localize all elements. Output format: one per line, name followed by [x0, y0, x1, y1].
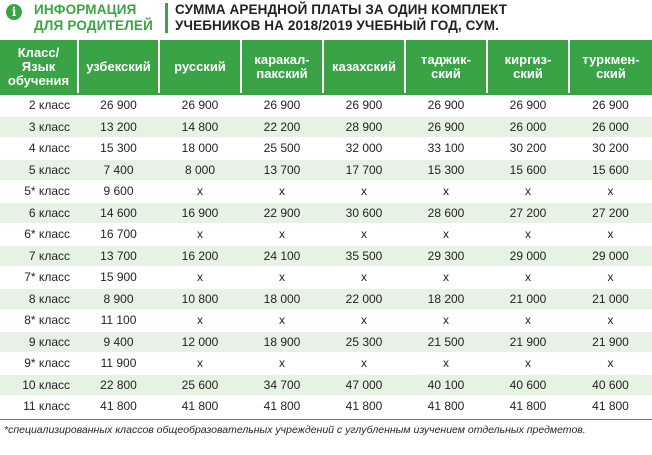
- price-cell: 35 500: [323, 245, 405, 267]
- price-cell: x: [569, 267, 652, 289]
- price-cell: 18 900: [241, 331, 323, 353]
- price-cell: x: [323, 224, 405, 246]
- table-row: [0, 374, 652, 396]
- price-cell: x: [159, 267, 241, 289]
- price-cell: 30 200: [487, 138, 569, 160]
- section-brand: [34, 2, 153, 34]
- grade-cell: 9* класс: [0, 353, 78, 375]
- price-cell: 11 100: [78, 310, 159, 332]
- price-cell: x: [159, 310, 241, 332]
- col-header-karakalpak: каракал- пакский: [241, 40, 323, 95]
- price-cell: x: [241, 353, 323, 375]
- title-line-1: СУММА АРЕНДНОЙ ПЛАТЫ ЗА ОДИН КОМПЛЕКТ: [175, 2, 508, 17]
- price-cell: 24 100: [241, 245, 323, 267]
- price-cell: x: [569, 224, 652, 246]
- price-cell: 7 400: [78, 159, 159, 181]
- price-cell: x: [569, 181, 652, 203]
- price-cell: 8 000: [159, 159, 241, 181]
- table-row: [0, 202, 652, 224]
- price-cell: 9 600: [78, 181, 159, 203]
- price-cell: x: [323, 181, 405, 203]
- price-cell: x: [487, 181, 569, 203]
- price-cell: 14 600: [78, 202, 159, 224]
- price-cell: 26 000: [569, 116, 652, 138]
- grade-cell: 6* класс: [0, 224, 78, 246]
- grade-cell: 2 класс: [0, 95, 78, 117]
- price-cell: 15 900: [78, 267, 159, 289]
- table-header-row: [0, 40, 652, 95]
- price-cell: x: [323, 353, 405, 375]
- price-cell: 14 800: [159, 116, 241, 138]
- header-divider: [165, 3, 168, 33]
- price-cell: 26 900: [569, 95, 652, 117]
- price-cell: 30 600: [323, 202, 405, 224]
- table-row: [0, 310, 652, 332]
- brand-line-1: ИНФОРМАЦИЯ: [34, 2, 137, 17]
- price-cell: 11 900: [78, 353, 159, 375]
- table-row: [0, 288, 652, 310]
- price-cell: 47 000: [323, 374, 405, 396]
- price-cell: 40 100: [405, 374, 487, 396]
- table-row: [0, 245, 652, 267]
- price-cell: x: [241, 181, 323, 203]
- grade-cell: 5 класс: [0, 159, 78, 181]
- price-cell: 10 800: [159, 288, 241, 310]
- price-cell: 17 700: [323, 159, 405, 181]
- price-cell: x: [159, 181, 241, 203]
- table-row: [0, 353, 652, 375]
- price-cell: 22 200: [241, 116, 323, 138]
- table-row: [0, 181, 652, 203]
- grade-cell: 9 класс: [0, 331, 78, 353]
- price-cell: 26 900: [487, 95, 569, 117]
- price-cell: 26 900: [78, 95, 159, 117]
- col-header-kazakh: казахский: [323, 40, 405, 95]
- price-cell: x: [569, 310, 652, 332]
- price-cell: 27 200: [487, 202, 569, 224]
- price-cell: 22 800: [78, 374, 159, 396]
- price-cell: 15 600: [569, 159, 652, 181]
- price-cell: 28 900: [323, 116, 405, 138]
- price-cell: 25 500: [241, 138, 323, 160]
- price-cell: 22 000: [323, 288, 405, 310]
- price-cell: 40 600: [569, 374, 652, 396]
- price-cell: 29 300: [405, 245, 487, 267]
- price-cell: 41 800: [241, 396, 323, 417]
- price-cell: 25 300: [323, 331, 405, 353]
- grade-cell: 3 класс: [0, 116, 78, 138]
- header-separator-line: [0, 93, 652, 95]
- grade-cell: 11 класс: [0, 396, 78, 417]
- grade-cell: 6 класс: [0, 202, 78, 224]
- price-cell: 26 000: [487, 116, 569, 138]
- price-cell: 13 200: [78, 116, 159, 138]
- price-cell: 27 200: [569, 202, 652, 224]
- price-cell: 29 000: [569, 245, 652, 267]
- brand-line-2: ДЛЯ РОДИТЕЛЕЙ: [34, 18, 154, 33]
- price-cell: 21 900: [569, 331, 652, 353]
- price-cell: 16 200: [159, 245, 241, 267]
- price-cell: 41 800: [323, 396, 405, 417]
- table-row: [0, 95, 652, 117]
- price-cell: 33 100: [405, 138, 487, 160]
- grade-cell: 8* класс: [0, 310, 78, 332]
- price-cell: x: [405, 353, 487, 375]
- rent-price-table: [0, 40, 652, 417]
- price-cell: 12 000: [159, 331, 241, 353]
- price-cell: 8 900: [78, 288, 159, 310]
- price-cell: x: [405, 267, 487, 289]
- grade-cell: 10 класс: [0, 374, 78, 396]
- grade-cell: 7* класс: [0, 267, 78, 289]
- price-cell: 41 800: [159, 396, 241, 417]
- grade-cell: 8 класс: [0, 288, 78, 310]
- grade-cell: 5* класс: [0, 181, 78, 203]
- price-cell: 28 600: [405, 202, 487, 224]
- price-cell: x: [487, 310, 569, 332]
- price-cell: x: [569, 353, 652, 375]
- col-header-grade: Класс/ Язык обучения: [0, 40, 78, 95]
- title-line-2: УЧЕБНИКОВ НА 2018/2019 УЧЕБНЫЙ ГОД, СУМ.: [175, 18, 499, 33]
- price-cell: x: [487, 267, 569, 289]
- page-header: [0, 0, 652, 38]
- price-cell: 21 000: [569, 288, 652, 310]
- price-cell: x: [241, 224, 323, 246]
- price-cell: x: [241, 267, 323, 289]
- table-row: [0, 138, 652, 160]
- col-header-russian: русский: [159, 40, 241, 95]
- price-cell: x: [159, 224, 241, 246]
- price-cell: x: [241, 310, 323, 332]
- price-cell: 21 000: [487, 288, 569, 310]
- price-cell: 21 500: [405, 331, 487, 353]
- price-cell: x: [323, 267, 405, 289]
- table-row: [0, 396, 652, 417]
- price-cell: 18 200: [405, 288, 487, 310]
- table-body: [0, 95, 652, 417]
- price-cell: 16 900: [159, 202, 241, 224]
- price-cell: 15 300: [78, 138, 159, 160]
- price-cell: x: [159, 353, 241, 375]
- price-cell: 26 900: [241, 95, 323, 117]
- price-cell: x: [487, 224, 569, 246]
- price-cell: 16 700: [78, 224, 159, 246]
- price-cell: 41 800: [78, 396, 159, 417]
- price-cell: 40 600: [487, 374, 569, 396]
- price-cell: 41 800: [569, 396, 652, 417]
- col-header-kyrgyz: киргиз- ский: [487, 40, 569, 95]
- price-cell: 18 000: [159, 138, 241, 160]
- price-cell: 13 700: [241, 159, 323, 181]
- info-icon: i: [6, 4, 22, 20]
- price-cell: 22 900: [241, 202, 323, 224]
- col-header-uzbek: узбекский: [78, 40, 159, 95]
- table-bottom-line: [0, 419, 652, 420]
- price-cell: x: [405, 181, 487, 203]
- price-cell: 26 900: [405, 95, 487, 117]
- price-cell: 29 000: [487, 245, 569, 267]
- price-cell: 13 700: [78, 245, 159, 267]
- price-cell: 15 300: [405, 159, 487, 181]
- price-cell: 41 800: [487, 396, 569, 417]
- table-row: [0, 224, 652, 246]
- price-cell: 25 600: [159, 374, 241, 396]
- price-cell: 34 700: [241, 374, 323, 396]
- price-cell: 41 800: [405, 396, 487, 417]
- price-cell: 18 000: [241, 288, 323, 310]
- price-cell: x: [487, 353, 569, 375]
- price-cell: x: [323, 310, 405, 332]
- table-row: [0, 159, 652, 181]
- page-title: [175, 2, 507, 34]
- table-row: [0, 267, 652, 289]
- table-row: [0, 331, 652, 353]
- col-header-turkmen: туркмен- ский: [569, 40, 652, 95]
- price-cell: 26 900: [323, 95, 405, 117]
- price-cell: 21 900: [487, 331, 569, 353]
- price-cell: 9 400: [78, 331, 159, 353]
- price-cell: 26 900: [405, 116, 487, 138]
- footnote: *специализированных классов общеобразовательных учреждений с углубленным изучением отдельных предметов.: [4, 424, 586, 436]
- price-cell: x: [405, 310, 487, 332]
- grade-cell: 7 класс: [0, 245, 78, 267]
- price-cell: 30 200: [569, 138, 652, 160]
- price-cell: 32 000: [323, 138, 405, 160]
- price-cell: 15 600: [487, 159, 569, 181]
- col-header-tajik: таджик- ский: [405, 40, 487, 95]
- grade-cell: 4 класс: [0, 138, 78, 160]
- price-cell: 26 900: [159, 95, 241, 117]
- price-cell: x: [405, 224, 487, 246]
- table-row: [0, 116, 652, 138]
